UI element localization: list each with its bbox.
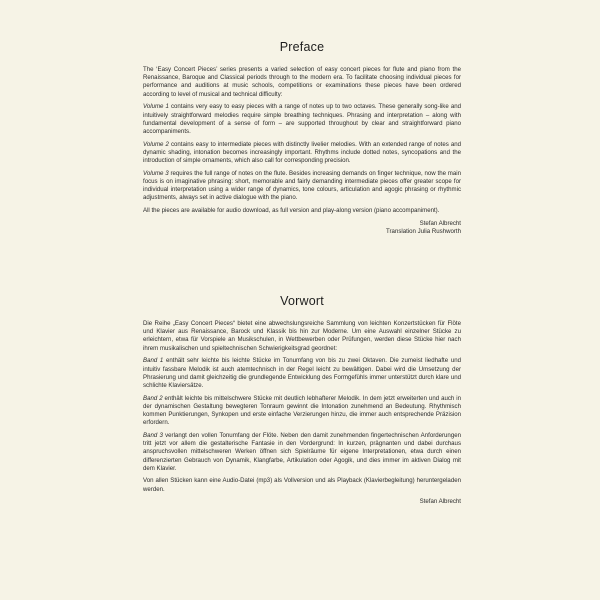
preface-title: Preface xyxy=(279,40,325,54)
preface-volume-2-paragraph xyxy=(143,141,461,166)
preface-volume-1-paragraph xyxy=(143,103,461,136)
volume-3-label: Volume 3 xyxy=(143,169,169,177)
vorwort-intro-paragraph: Die Reihe „Easy Concert Pieces“ bietet eine abwechslungsreiche Sammlung von leichten Konzertstücken für Flöte und Klavier aus Renaissance, Barock und Klassik bis hin zur Moderne. Um eine Auswahl einzelner Stücke zu erleichtern, etwa für Vorspiele an Musikschulen, in Wettbewerben oder Prüfungen, werden diese Stücke hier nach ihrem musikalischen und spieltechnischen Schwierigkeitsgrad geordnet: xyxy=(143,320,461,352)
volume-2-text: contains easy to intermediate pieces with distinctly livelier melodies. With an extended range of notes and dynamic shading, intonation becomes increasingly important. Rhythms include dotted notes, syncopations and the introduction of simple ornaments, which also call for corresponding precision. xyxy=(143,140,461,165)
vorwort-audio-paragraph: Von allen Stücken kann eine Audio-Datei (mp3) als Vollversion und als Playback (Klavierbegleitung) heruntergeladen werden. xyxy=(143,477,461,493)
preface-author: Stefan Albrecht xyxy=(419,219,461,227)
vorwort-band-1-paragraph xyxy=(143,357,461,390)
vorwort-band-2-paragraph xyxy=(143,395,461,428)
volume-3-text: requires the full range of notes on the flute. Besides increasing demands on finger technique, now the main focus is on imaginative phrasing: short, memorable and fairly demanding intermediate pieces offer greater scope for individual interpretation using a wider range of dynamics, tone colours, articulation and agogic phrasing or rhythmic adjustments, always set in active dialogue with the piano. xyxy=(143,169,461,202)
band-1-text: enthält sehr leichte bis leichte Stücke im Tonumfang von bis zu zwei Oktaven. Die zumeist liedhafte und intuitiv fassbare Melodik ist auch atemtechnisch in der Regel leicht zu bewältigen. Dabei wird die Umsetzung der Phrasierung und damit gleichzeitig die grundlegende Entwicklung des Formgefühls immer unterstützt durch klare und schlichte Klaviersätze. xyxy=(143,357,461,389)
vorwort-band-3-paragraph xyxy=(143,432,461,473)
band-2-label: Band 2 xyxy=(143,394,163,402)
preface-section xyxy=(143,40,461,236)
volume-2-label: Volume 2 xyxy=(143,140,169,148)
volume-1-text: contains very easy to easy pieces with a range of notes up to two octaves. These generally song-like and intuitively straightforward melodies require simple breathing techniques. Phrasing and interpretation – along with fundamental development of a sense of form – are supported throughout by clear and straightforward piano accompaniments. xyxy=(143,103,461,135)
band-3-text: verlangt den vollen Tonumfang der Flöte. Neben den damit zunehmenden fingertechnischen Anforderungen tritt jetzt vor allem die gestalterische Fantasie in den Vordergrund: In kurzen, prägnanten und dabei durchaus anspruchsvollen mittelschweren Werken öffnen sich Spielräume für eigene Interpretationen, etwa durch einen differenzierten Gebrauch von Dynamik, Klangfarbe, Artikulation oder Agogik, und dies immer im aktiven Dialog mit dem Klavier. xyxy=(143,431,461,472)
preface-volume-3-paragraph xyxy=(143,170,461,203)
volume-1-label: Volume 1 xyxy=(143,103,169,111)
band-1-label: Band 1 xyxy=(143,357,164,365)
preface-intro-paragraph: The ‘Easy Concert Pieces’ series presents a varied selection of easy concert pieces for flute and piano from the Renaissance, Baroque and Classical periods through to the modern era. To facilitate choosing individual pieces for performance and auditions at music schools, competitions or examinations these pieces have been ordered according to level of musical and technical difficulty: xyxy=(143,66,461,98)
vorwort-title: Vorwort xyxy=(280,294,324,308)
band-2-text: enthält leichte bis mittelschwere Stücke mit deutlich lebhafterer Melodik. In dem jetzt erweiterten und auch in der dynamischen Gestaltung bewegteren Tonraum gewinnt die Intonation zunehmend an Bedeutung. Rhythmisch kommen Punktierungen, Synkopen und erste einfache Verzierungen hinzu, die immer auch entsprechende Präzision erfordern. xyxy=(143,394,461,427)
preface-translator: Translation Julia Rushworth xyxy=(386,227,461,235)
vorwort-author: Stefan Albrecht xyxy=(419,498,461,506)
preface-audio-paragraph: All the pieces are available for audio download, as full version and play-along version (piano accompaniment). xyxy=(143,207,440,215)
vorwort-section xyxy=(143,294,461,507)
band-3-label: Band 3 xyxy=(143,431,163,439)
